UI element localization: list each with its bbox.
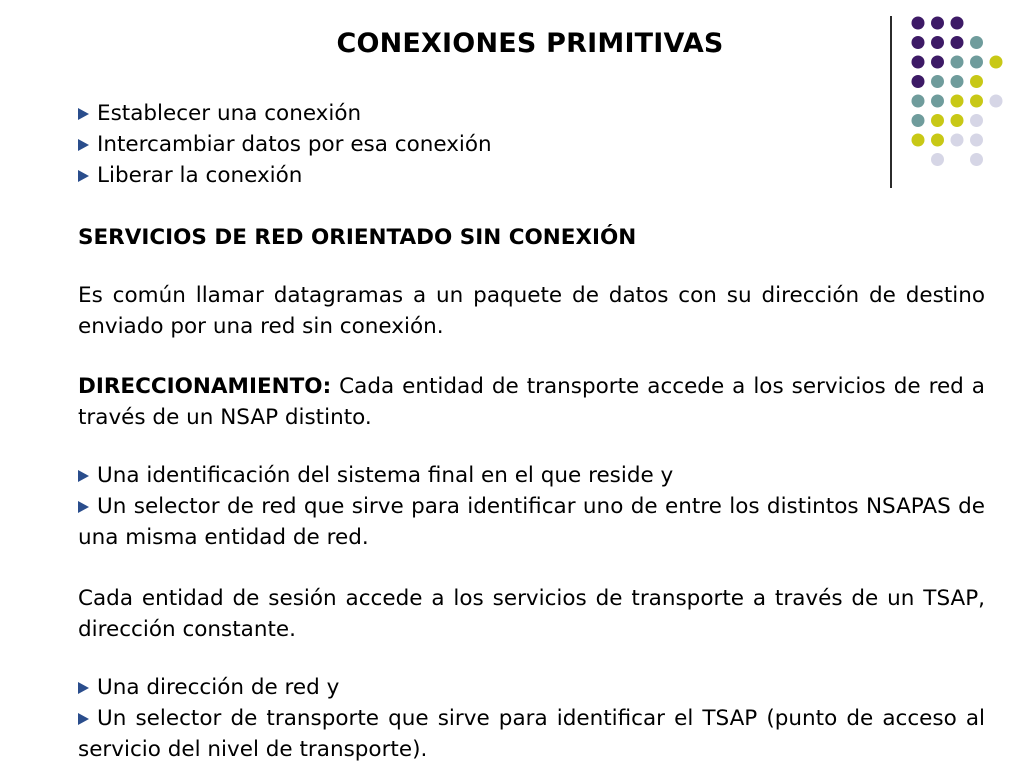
logo-dot [931,36,944,49]
list-item-text: Una dirección de red y [97,675,340,700]
logo-dot [912,36,925,49]
list-item-text: Establecer una conexión [97,101,362,126]
logo-dot [951,56,964,69]
logo-dot [951,17,964,30]
nsap-list [78,460,985,553]
addressing-paragraph [78,371,985,433]
triangle-bullet-icon [78,108,89,120]
addressing-text: Cada entidad de transporte accede a los servicios de red a través de un NSAP distinto. [78,374,985,430]
triangle-bullet-icon [78,139,89,151]
logo-dot [931,17,944,30]
triangle-bullet-icon [78,682,89,694]
primitives-list [78,98,985,191]
section-heading: SERVICIOS DE RED ORIENTADO SIN CONEXIÓN [78,225,637,250]
logo-dot [912,56,925,69]
triangle-bullet-icon [78,170,89,182]
list-item [78,160,985,191]
list-item [78,129,985,160]
logo-dot [990,56,1003,69]
logo-dot [970,36,983,49]
logo-dot [970,56,983,69]
session-paragraph: Cada entidad de sesión accede a los servicios de transporte a través de un TSAP, dirección constante. [78,586,985,642]
list-item [78,672,985,703]
datagram-paragraph: Es común llamar datagramas a un paquete de datos con su dirección de destino enviado por una red sin conexión. [78,283,985,339]
logo-dot [951,75,964,88]
triangle-bullet-icon [78,713,89,725]
slide-title: CONEXIONES PRIMITIVAS [336,28,724,59]
tsap-list [78,672,985,765]
list-item [78,491,985,553]
logo-dot [931,75,944,88]
list-item [78,703,985,765]
logo-dot [912,75,925,88]
logo-dot [912,17,925,30]
logo-dot [970,75,983,88]
list-item-text: Intercambiar datos por esa conexión [97,132,492,157]
list-item-text: Una identificación del sistema final en el que reside y [97,463,674,488]
list-item-text: Un selector de transporte que sirve para identificar el TSAP (punto de acceso al servicio del nivel de transporte). [78,706,985,762]
list-item [78,460,985,491]
logo-dot [990,95,1003,108]
addressing-label: DIRECCIONAMIENTO: [78,374,332,399]
triangle-bullet-icon [78,470,89,482]
triangle-bullet-icon [78,501,89,513]
logo-dot [931,56,944,69]
list-item-text: Liberar la conexión [97,163,303,188]
list-item [78,98,985,129]
list-item-text: Un selector de red que sirve para identificar uno de entre los distintos NSAPAS de una misma entidad de red. [78,494,985,550]
logo-dot [951,36,964,49]
